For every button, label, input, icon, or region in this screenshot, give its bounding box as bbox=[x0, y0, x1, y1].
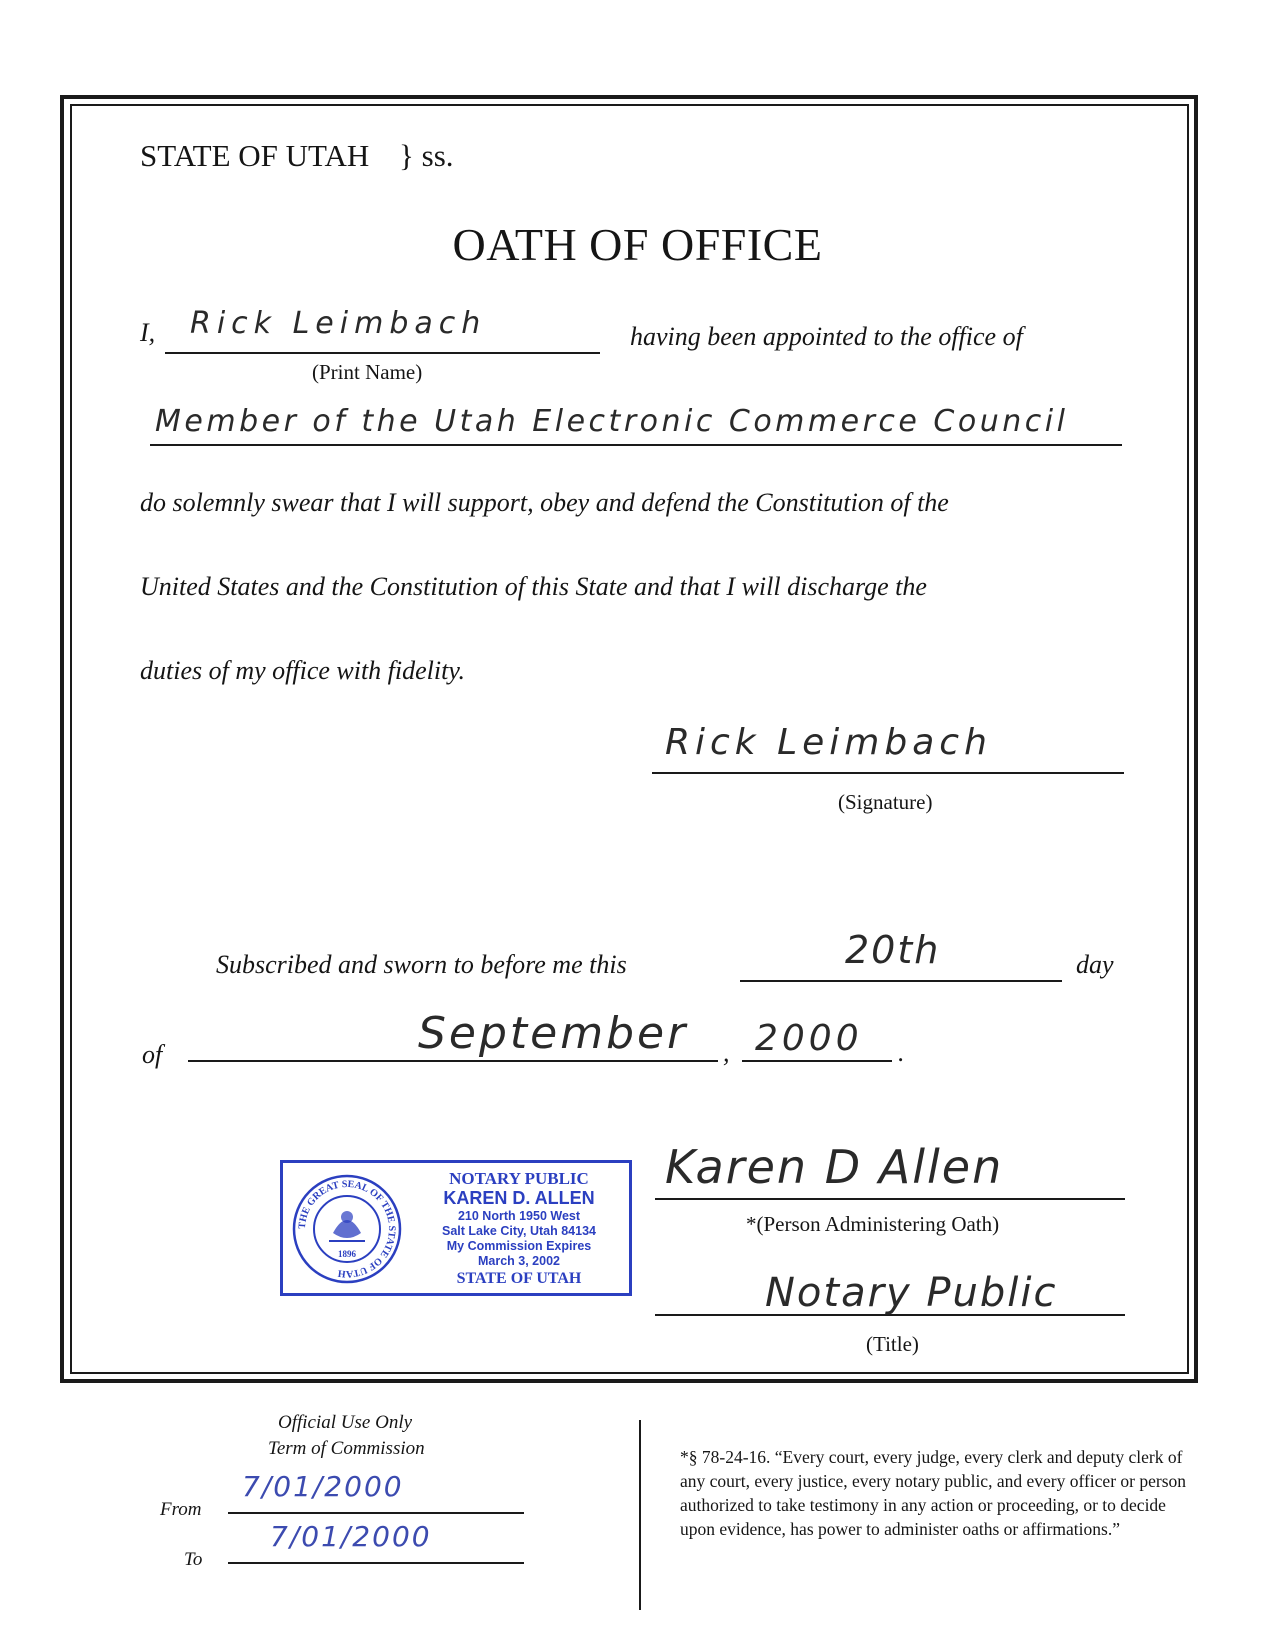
title-label: (Title) bbox=[866, 1332, 919, 1356]
from-line bbox=[228, 1512, 524, 1514]
official-use-heading: Official Use Only bbox=[278, 1412, 413, 1433]
oath-text-line-1: do solemnly swear that I will support, obey and defend the Constitution of the bbox=[140, 488, 949, 517]
from-label: From bbox=[160, 1499, 202, 1520]
footer-divider bbox=[639, 1420, 641, 1610]
stamp-text-block bbox=[411, 1169, 627, 1288]
day-line bbox=[740, 980, 1062, 982]
signature-line bbox=[652, 772, 1124, 774]
stamp-line-street: 210 North 1950 West bbox=[457, 1209, 581, 1223]
administrator-title-handwriting: Notary Public bbox=[765, 1270, 1058, 1316]
year-line bbox=[742, 1060, 892, 1062]
day-handwriting: 20th bbox=[845, 928, 941, 972]
office-handwriting: Member of the Utah Electronic Commerce Council bbox=[155, 404, 1069, 439]
oath-pronoun: I, bbox=[140, 318, 156, 347]
office-line bbox=[150, 444, 1122, 446]
signature-label: (Signature) bbox=[838, 790, 933, 814]
administrator-label: *(Person Administering Oath) bbox=[746, 1212, 1000, 1236]
administrator-signature-line bbox=[655, 1198, 1125, 1200]
term-of-commission-heading: Term of Commission bbox=[268, 1438, 425, 1459]
stamp-line-state: STATE OF UTAH bbox=[456, 1270, 582, 1287]
stamp-line-commission: My Commission Expires bbox=[446, 1239, 592, 1253]
day-label: day bbox=[1076, 950, 1114, 979]
venue-state: STATE OF UTAH bbox=[140, 138, 370, 173]
administrator-signature: Karen D Allen bbox=[665, 1140, 1004, 1194]
stamp-line-notary-name: KAREN D. ALLEN bbox=[443, 1188, 595, 1208]
year-handwriting: 2000 bbox=[755, 1018, 863, 1059]
date-comma: , bbox=[723, 1038, 730, 1067]
date-period: . bbox=[898, 1038, 905, 1067]
oath-taker-signature: Rick Leimbach bbox=[665, 722, 992, 763]
to-date-handwriting: 7/01/2000 bbox=[270, 1520, 432, 1553]
printed-name-handwriting: Rick Leimbach bbox=[190, 306, 487, 341]
stamp-line-expiry-date: March 3, 2002 bbox=[478, 1254, 560, 1268]
stamp-line-city: Salt Lake City, Utah 84134 bbox=[441, 1224, 596, 1238]
oath-text-line-2: United States and the Constitution of this State and that I will discharge the bbox=[140, 572, 927, 601]
seal-text: THE GREAT SEAL OF THE STATE OF UTAH bbox=[296, 1178, 398, 1280]
venue-suffix: } ss. bbox=[399, 138, 454, 173]
month-line bbox=[188, 1060, 718, 1062]
to-line bbox=[228, 1562, 524, 1564]
venue-heading bbox=[140, 138, 454, 174]
document-title: OATH OF OFFICE bbox=[452, 219, 823, 270]
notary-stamp bbox=[280, 1160, 632, 1296]
print-name-line bbox=[165, 352, 600, 354]
from-date-handwriting: 7/01/2000 bbox=[242, 1470, 404, 1503]
of-label: of bbox=[142, 1040, 163, 1069]
print-name-label: (Print Name) bbox=[312, 360, 423, 384]
seal-year: 1896 bbox=[338, 1249, 356, 1259]
appointment-phrase: having been appointed to the office of bbox=[630, 322, 1023, 351]
state-seal-icon bbox=[289, 1171, 405, 1287]
stamp-line-notary-public: NOTARY PUBLIC bbox=[449, 1169, 589, 1188]
statute-citation: *§ 78-24-16. “Every court, every judge, every clerk and deputy clerk of any court, every justice, every notary public, and every officer or person authorized to take testimony in any action or proceeding, or to decide upon evidence, has power to administer oaths or affirmations.” bbox=[680, 1447, 1187, 1539]
to-label: To bbox=[184, 1549, 203, 1570]
subscription-text: Subscribed and sworn to before me this bbox=[216, 950, 627, 979]
oath-text-line-3: duties of my office with fidelity. bbox=[140, 656, 465, 685]
month-handwriting: September bbox=[418, 1008, 689, 1059]
